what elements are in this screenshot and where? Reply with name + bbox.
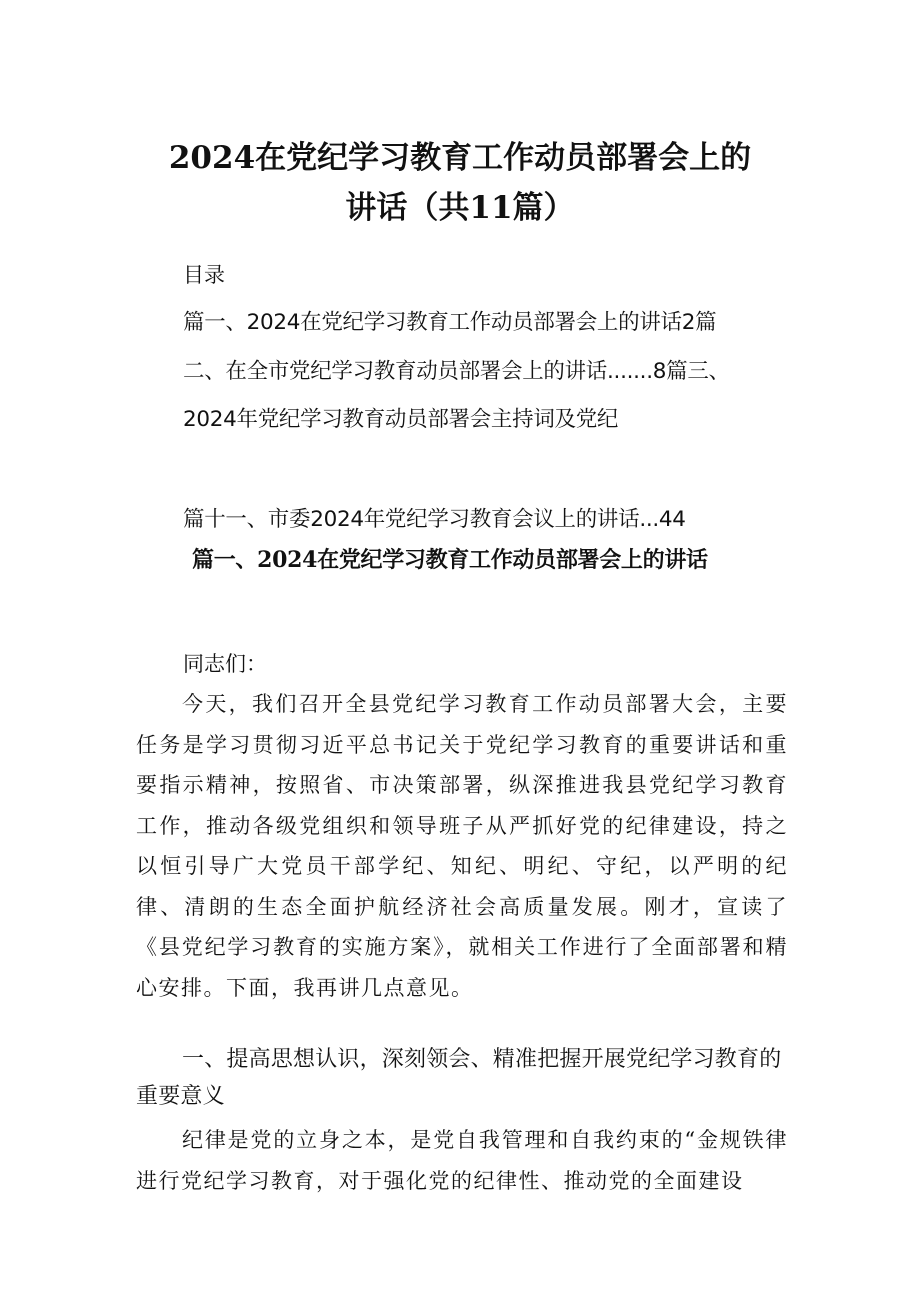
body-paragraph: 纪律是党的立身之本，是党自我管理和自我约束的“金规铁律进行党纪学习教育，对于强化党的纪律性、推动党的全面建设 xyxy=(136,1128,788,1193)
toc-line: 篇十一、市委2024年党纪学习教育会议上的讲话...44 xyxy=(183,507,686,532)
toc-line: 2024年党纪学习教育动员部署会主持词及党纪 xyxy=(183,407,619,432)
document-title-line-2: 讲话（共11篇） xyxy=(345,190,575,226)
toc-line: 篇一、2024在党纪学习教育工作动员部署会上的讲话2篇 xyxy=(183,310,717,335)
toc-label: 目录 xyxy=(183,263,225,287)
toc-line: 二、在全市党纪学习教育动员部署会上的讲话.......8篇三、 xyxy=(183,359,730,384)
document-title-line-1: 2024在党纪学习教育工作动员部署会上的 xyxy=(168,140,752,176)
body-paragraph: 今天，我们召开全县党纪学习教育工作动员部署大会，主要任务是学习贯彻习近平总书记关于党纪学习教育的重要讲话和重要指示精神，按照省、市决策部署，纵深推进我县党纪学习教育工作，推动各级党组织和领导班子从严抓好党的纪律建设，持之以恒引导广大党员干部学纪、知纪、明纪、守纪，以严明的纪律、清朗的生态全面护航经济社会高质量发展。刚才，宣读了《县党纪学习教育的实施方案》，就相关工作进行了全面部署和精心安排。下面，我再讲几点意见。 xyxy=(136,692,788,1000)
section-heading: 一、提高思想认识，深刻领会、精准把握开展党纪学习教育的重要意义 xyxy=(136,1047,782,1109)
section-title: 篇一、2024在党纪学习教育工作动员部署会上的讲话 xyxy=(192,547,708,573)
greeting: 同志们： xyxy=(183,652,267,676)
